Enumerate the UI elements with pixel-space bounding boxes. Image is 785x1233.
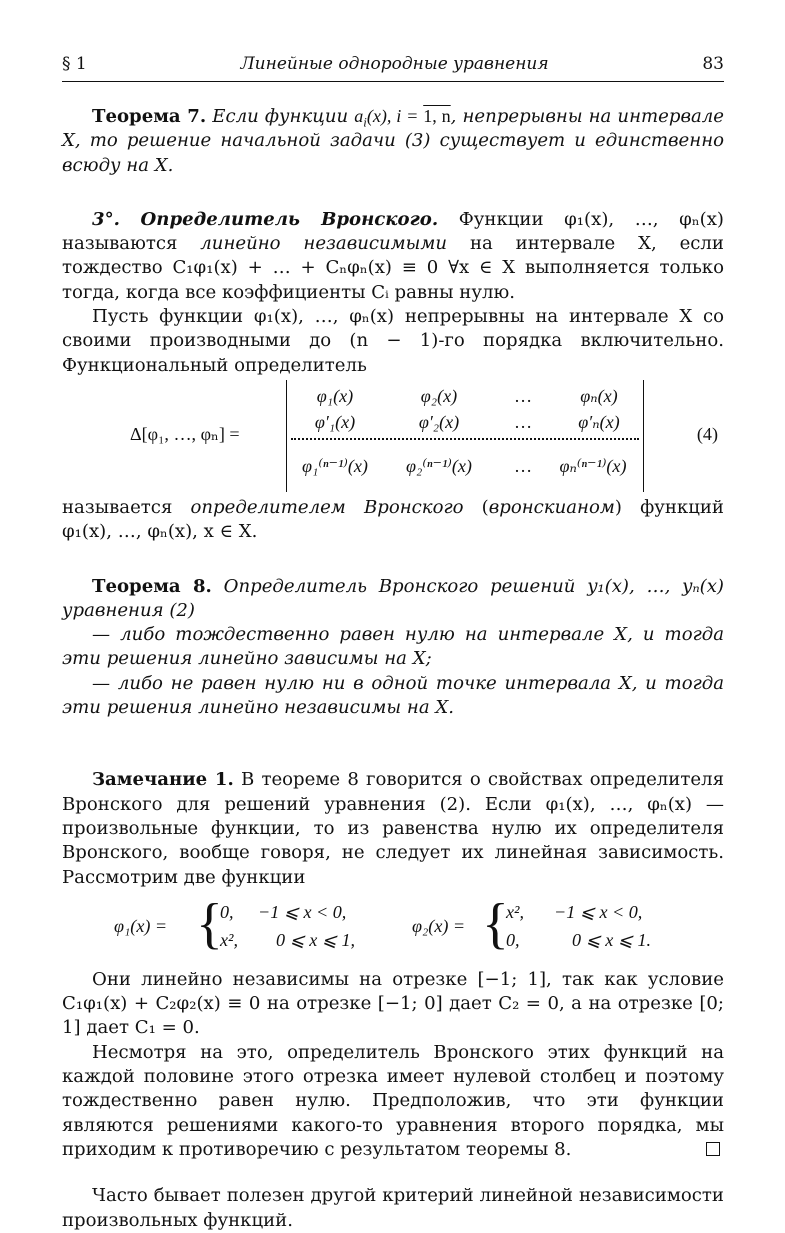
section-3-number: 3°.: [92, 208, 120, 230]
phi2-row1-value: x²,: [506, 901, 524, 922]
det-dotted-row: [291, 438, 639, 440]
det-cell: …: [513, 385, 533, 406]
wronskian-determinant: [286, 380, 644, 492]
det-cell: φ₂(x): [420, 385, 458, 406]
theorem-7-ai: a: [354, 106, 364, 126]
piecewise-functions: [62, 890, 724, 968]
header-title: Линейные однородные уравнения: [240, 54, 549, 74]
phi2-lhs: φ₂(x) =: [412, 915, 466, 936]
wronskian-def-italic-2: вронскианом: [488, 496, 615, 518]
det-row-3: [287, 456, 643, 482]
det-cell: φₙ(x): [580, 385, 618, 406]
theorem-8-item-2: — либо не равен нулю ни в одной точке интервала X, и тогда эти решения линейно независимы на X.: [62, 672, 724, 719]
theorem-8: [62, 575, 724, 624]
section-3-p1a: Функции φ₁(x), …, φₙ(x) называются: [62, 208, 724, 255]
theorem-8-text: Определитель Вронского решений y₁(x), …, yₙ(x) уравнения (2): [62, 575, 724, 621]
wronskian-def-a: называется: [62, 496, 173, 518]
det-cell: …: [513, 455, 533, 476]
wronskian-def-italic-1: определителем Вронского: [190, 496, 464, 518]
independence-argument: Они линейно независимы на отрезке [−1; 1], так как условие C₁φ₁(x) + C₂φ₂(x) ≡ 0 на отрезке [−1; 0] дает C₂ = 0, а на отрезке [0; 1] дает C₁ = 0.: [62, 968, 724, 1039]
det-cell: …: [513, 411, 533, 432]
theorem-7-text1: Если функции: [212, 106, 349, 127]
phi1-brace: {: [196, 892, 223, 955]
contradiction-text: Несмотря на это, определитель Вронского этих функций на каждой половине этого отрезка имеет нулевой столбец и поэтому тождественно равен нулю. Предположив, что эти функции являются решениями какого-то уравнения второго порядка, мы приходим к противоречию с результатом теоремы 8.: [62, 1041, 724, 1160]
theorem-7-range: 1, n: [423, 106, 451, 126]
phi1-lhs: φ₁(x) =: [114, 915, 168, 936]
section-3-heading: Определитель Вронского.: [140, 208, 439, 230]
remark-1-text: В теореме 8 говорится о свойствах определителя Вронского для решений уравнения (2). Если φ₁(x), …, φₙ(x) — произвольные функции, то из равенства нулю их определителя Вронского, вообще говоря, не следует их линейная зависимость. Рассмотрим две функции: [62, 769, 724, 888]
contradiction-paragraph: [62, 1041, 724, 1162]
formula-4-number: (4): [696, 423, 718, 444]
section-3-intro: [62, 208, 724, 305]
det-cell: φ₁⁽ⁿ⁻¹⁾(x): [302, 455, 368, 476]
theorem-7: [62, 104, 724, 178]
phi1-row2-cond: 0 ⩽ x ⩽ 1,: [276, 929, 356, 950]
qed-square-icon: [706, 1142, 720, 1156]
section-3-p1-italic: линейно независимыми: [200, 233, 448, 255]
phi1-row1-value: 0,: [220, 901, 234, 922]
final-paragraph: Часто бывает полезен другой критерий линейной независимости произвольных функций.: [62, 1185, 724, 1231]
phi2-row1-cond: −1 ⩽ x < 0,: [554, 901, 643, 922]
det-cell: φ′ₙ(x): [578, 411, 620, 432]
det-cell: φ′₁(x): [314, 411, 356, 432]
formula-4: [62, 378, 724, 496]
page-number: 83: [702, 54, 724, 74]
remark-1-label: Замечание 1.: [92, 769, 234, 791]
section-mark: § 1: [62, 54, 87, 74]
theorem-7-xarg: (x), i =: [366, 106, 424, 126]
remark-1: [62, 768, 724, 889]
formula-4-lhs: Δ[φ₁, …, φₙ] =: [130, 423, 240, 444]
det-row-2: [287, 412, 643, 438]
theorem-8-item-1: — либо тождественно равен нулю на интервале X, и тогда эти решения линейно зависимы на X;: [62, 624, 724, 670]
wronskian-def-b: (: [481, 496, 489, 518]
phi2-row2-value: 0,: [506, 929, 520, 950]
running-header: [62, 54, 724, 82]
det-cell: φ₂⁽ⁿ⁻¹⁾(x): [406, 455, 472, 476]
phi1-row1-cond: −1 ⩽ x < 0,: [258, 901, 347, 922]
wronskian-definition: [62, 496, 724, 545]
phi2-brace: {: [482, 892, 509, 955]
det-cell: φ′₂(x): [418, 411, 460, 432]
det-row-1: [287, 386, 643, 412]
section-3-p1b: на интервале X, если тождество C₁φ₁(x) + … + Cₙφₙ(x) ≡ 0 ∀x ∈ X выполняется только тогда, когда все коэффициенты Cᵢ равны нулю.: [62, 233, 724, 303]
det-cell: φ₁(x): [316, 385, 354, 406]
phi2-row2-cond: 0 ⩽ x ⩽ 1.: [572, 929, 652, 950]
theorem-8-label: Теорема 8.: [92, 575, 212, 597]
theorem-7-text2: , непрерывны на интервале X, то решение начальной задачи (3) существует и единственно всюду на X.: [62, 106, 724, 176]
page: [62, 54, 724, 1233]
wronskian-def-c: ) функций φ₁(x), …, φₙ(x), x ∈ X.: [62, 496, 724, 543]
det-cell: φₙ⁽ⁿ⁻¹⁾(x): [559, 455, 627, 476]
theorem-7-label: Теорема 7.: [92, 106, 207, 127]
section-3-p2: Пусть функции φ₁(x), …, φₙ(x) непрерывны на интервале X со своими производными до (n − 1)-го порядка включительно. Функциональный определитель: [62, 306, 724, 376]
phi1-row2-value: x²,: [220, 929, 238, 950]
theorem-7-isub: i: [363, 115, 367, 130]
